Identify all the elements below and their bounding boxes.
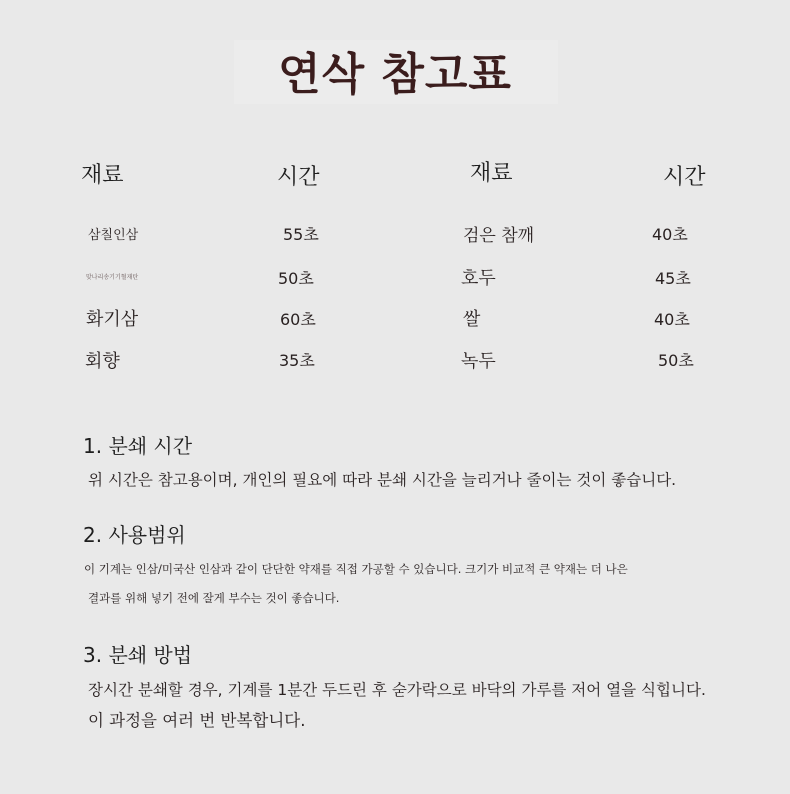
section-text: 이 과정을 여러 번 반복합니다. [88, 711, 306, 730]
grind-time: 40초 [654, 310, 690, 329]
grind-time: 55초 [283, 225, 319, 244]
material-name: 검은 참깨 [463, 226, 535, 246]
header-time-right: 시간 [663, 165, 706, 190]
header-material-left: 재료 [81, 163, 124, 188]
section-text: 이 기계는 인삼/미국산 인삼과 같이 단단한 약재를 직접 가공할 수 있습니다. 크기가 비교적 큰 약재는 더 나은 [84, 562, 628, 576]
header-material-right: 재료 [470, 161, 513, 186]
section-heading: 1. 분쇄 시간 [83, 434, 193, 458]
material-name: 녹두 [461, 351, 496, 372]
material-name: 쌀 [463, 309, 481, 330]
header-time-left: 시간 [277, 165, 320, 190]
grind-time: 45초 [655, 269, 691, 288]
grind-time: 35초 [279, 351, 315, 370]
section-text: 위 시간은 참고용이며, 개인의 필요에 따라 분쇄 시간을 늘리거나 줄이는 것이 좋습니다. [88, 471, 677, 489]
material-name: 호두 [461, 268, 496, 289]
grind-time: 60초 [280, 310, 316, 329]
grind-time: 50초 [278, 269, 314, 288]
section-heading: 2. 사용범위 [83, 523, 186, 547]
grind-time: 40초 [652, 225, 688, 244]
material-name: 삼칠인삼 [88, 228, 139, 243]
page-title: 연삭 참고표 [278, 49, 512, 100]
material-name: 회향 [85, 351, 120, 372]
material-name: 화기삼 [86, 309, 139, 330]
material-name: 맞나리송기기혈재탄 [86, 274, 139, 281]
section-text: 장시간 분쇄할 경우, 기계를 1분간 두드린 후 숟가락으로 바닥의 가루를 저어 열을 식힙니다. [88, 681, 706, 699]
grind-time: 50초 [658, 351, 694, 370]
section-heading: 3. 분쇄 방법 [83, 643, 193, 667]
section-text: 결과를 위해 넣기 전에 잘게 부수는 것이 좋습니다. [88, 591, 340, 605]
